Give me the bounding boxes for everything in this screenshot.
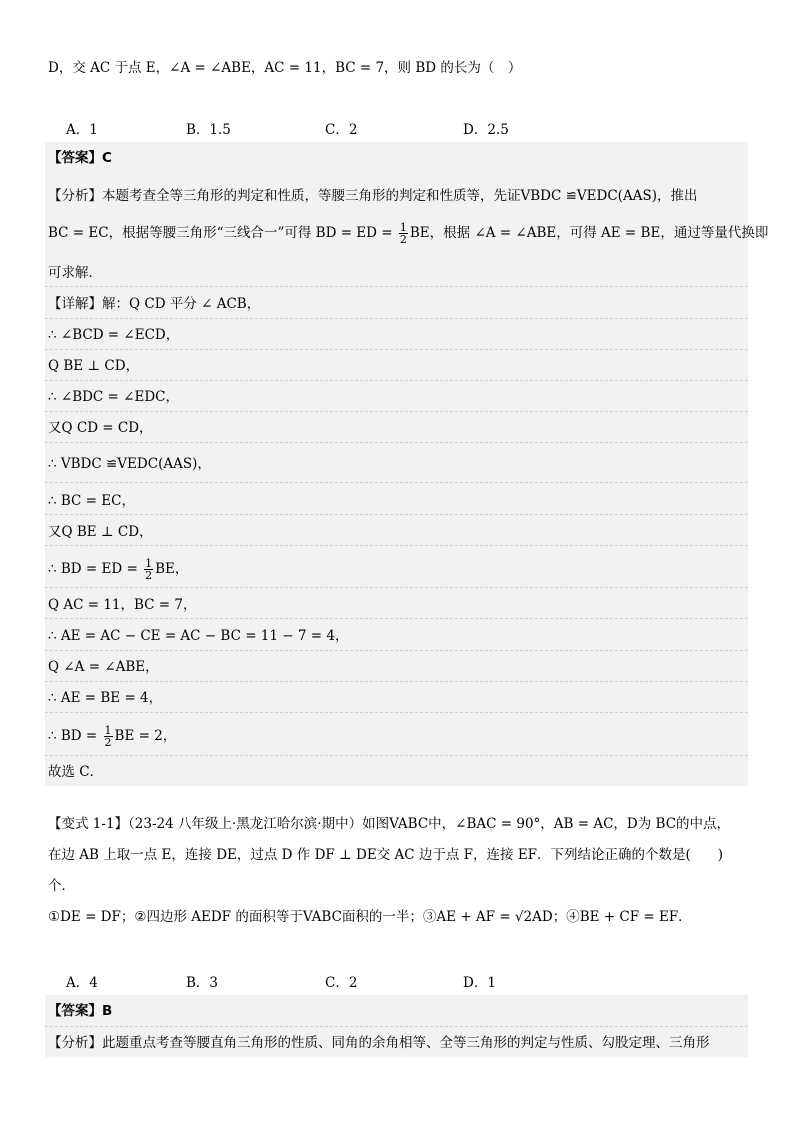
detail-line: ∴ ∠BCD = ∠ECD， — [48, 327, 180, 343]
fraction-denominator: 2 — [145, 569, 153, 582]
answer-label: 【答案】C — [48, 150, 112, 166]
divider — [45, 380, 748, 381]
detail-text: ∴ BD = — [48, 728, 102, 744]
analysis-line-2 — [48, 222, 768, 245]
analysis-line-3: 可求解． — [48, 265, 102, 281]
divider — [45, 349, 748, 350]
fraction-numerator: 1 — [145, 557, 153, 570]
fraction-denominator: 2 — [399, 233, 407, 246]
divider — [45, 286, 748, 287]
variant-statements: ①DE = DF；②四边形 AEDF 的面积等于VABC面积的一半；③AE + AF = √2AD；④BE + CF = EF． — [48, 909, 692, 925]
analysis-line-1: 【分析】此题重点考查等腰直角三角形的性质、同角的余角相等、全等三角形的判定与性质、勾股定理、三角形 — [48, 1035, 710, 1051]
detail-text: BE， — [155, 561, 189, 577]
detail-line: Q AC = 11，BC = 7， — [48, 597, 197, 613]
option-b: B．3 — [186, 975, 219, 991]
divider — [45, 587, 748, 588]
fraction-numerator: 1 — [399, 221, 407, 234]
detail-line: 又Q CD = CD， — [48, 420, 153, 436]
analysis-text: BC = EC，根据等腰三角形“三线合一”可得 BD = ED = — [48, 225, 397, 241]
option-b: B．1.5 — [186, 122, 231, 138]
detail-line: 【详解】解：Q CD 平分 ∠ ACB， — [48, 296, 261, 312]
detail-conclusion: 故选 C． — [48, 764, 104, 780]
option-d: D．1 — [463, 975, 496, 991]
option-a: A．1 — [66, 122, 98, 138]
fraction-half — [104, 725, 113, 748]
variant-stem-line-3: 个． — [48, 878, 75, 894]
divider — [45, 514, 748, 515]
detail-line: Q BE ⊥ CD， — [48, 358, 140, 374]
option-a: A．4 — [66, 975, 98, 991]
detail-text: BE = 2， — [114, 728, 177, 744]
divider — [45, 1026, 748, 1027]
option-c: C．2 — [325, 122, 358, 138]
detail-line: 又Q BE ⊥ CD， — [48, 524, 153, 540]
analysis-line-1: 【分析】本题考查全等三角形的判定和性质，等腰三角形的判定和性质等，先证VBDC ≌VEDC(AAS)，推出 — [48, 188, 698, 204]
analysis-text: BE，根据 ∠A = ∠ABE，可得 AE = BE，通过等量代换即 — [409, 225, 769, 241]
detail-line: ∴ AE = BE = 4， — [48, 690, 163, 706]
divider — [45, 650, 748, 651]
divider — [45, 618, 748, 619]
detail-line: ∴ AE = AC − CE = AC − BC = 11 − 7 = 4， — [48, 628, 349, 644]
divider — [45, 755, 748, 756]
divider — [45, 442, 748, 443]
fraction-denominator: 2 — [104, 736, 112, 749]
divider — [45, 318, 748, 319]
divider — [45, 681, 748, 682]
variant-stem-line-2: 在边 AB 上取一点 E，连接 DE，过点 D 作 DF ⊥ DE交 AC 边于点 F，连接 EF．下列结论正确的个数是( ) — [48, 847, 724, 863]
detail-line: Q ∠A = ∠ABE， — [48, 659, 159, 675]
option-d: D．2.5 — [463, 122, 509, 138]
variant-stem-line-1: 【变式 1-1】（23-24 八年级上·黑龙江哈尔滨·期中）如图VABC中，∠BAC = 90°，AB = AC，D为 BC的中点， — [48, 816, 731, 832]
detail-line — [48, 558, 188, 581]
detail-line: ∴ ∠BDC = ∠EDC， — [48, 389, 179, 405]
fraction-half — [144, 558, 153, 581]
option-c: C．2 — [325, 975, 358, 991]
detail-text: ∴ BD = ED = — [48, 561, 143, 577]
detail-line: ∴ VBDC ≌VEDC(AAS)， — [48, 456, 211, 472]
divider — [45, 482, 748, 483]
divider — [45, 411, 748, 412]
detail-line: ∴ BC = EC， — [48, 493, 135, 509]
question-stem-tail: D，交 AC 于点 E，∠A = ∠ABE，AC = 11，BC = 7，则 BD 的长为（ ） — [48, 60, 522, 76]
answer-label: 【答案】B — [48, 1003, 113, 1019]
detail-line — [48, 725, 176, 748]
divider — [45, 712, 748, 713]
fraction-numerator: 1 — [104, 724, 112, 737]
divider — [45, 545, 748, 546]
fraction-half — [399, 222, 408, 245]
